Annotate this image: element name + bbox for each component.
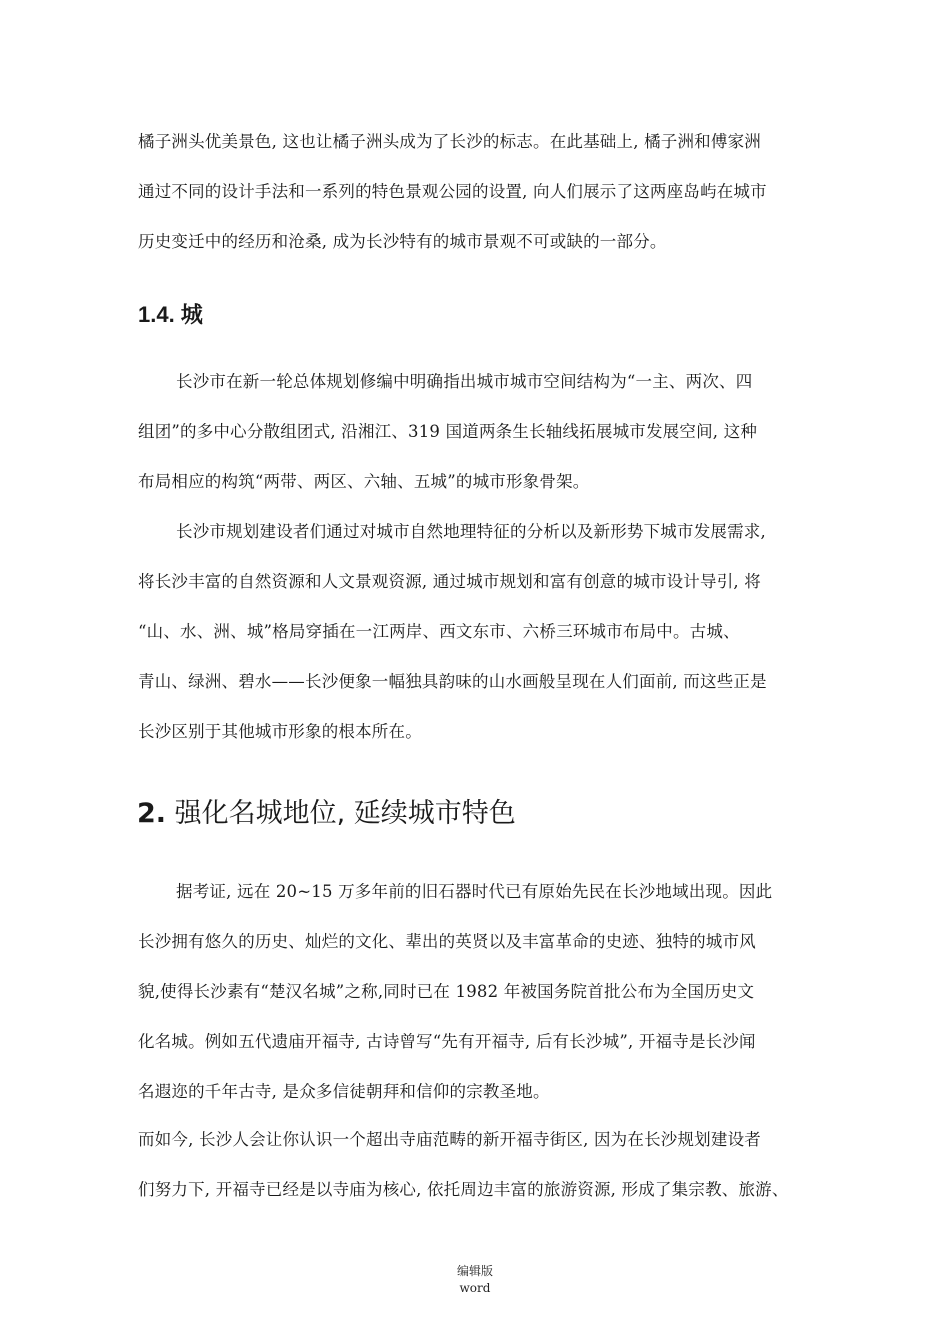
paragraph-line: 将长沙丰富的自然资源和人文景观资源, 通过城市规划和富有创意的城市设计导引, 将 bbox=[138, 572, 761, 591]
paragraph-line: 组团”的多中心分散组团式, 沿湘江、319 国道两条生长轴线拓展城市发展空间, 这种 bbox=[138, 422, 758, 441]
paragraph-line: 貌,使得长沙素有“楚汉名城”之称,同时已在 1982 年被国务院首批公布为全国历史文 bbox=[138, 982, 755, 1001]
paragraph-line: 们努力下, 开福寺已经是以寺庙为核心, 依托周边丰富的旅游资源, 形成了集宗教、旅游、 bbox=[138, 1180, 789, 1199]
section-heading-1-4: 1.4. 城 bbox=[138, 302, 203, 327]
section-heading-number: 2. bbox=[137, 798, 167, 829]
paragraph-line: 长沙区别于其他城市形象的根本所在。 bbox=[138, 722, 422, 741]
paragraph-line: 据考证, 远在 20~15 万多年前的旧石器时代已有原始先民在长沙地域出现。因此 bbox=[176, 882, 773, 901]
footer-sublabel: word bbox=[459, 1281, 491, 1295]
paragraph-line: 青山、绿洲、碧水——长沙便象一幅独具韵味的山水画般呈现在人们面前, 而这些正是 bbox=[138, 672, 767, 691]
paragraph-line: 名遐迩的千年古寺, 是众多信徒朝拜和信仰的宗教圣地。 bbox=[138, 1082, 550, 1101]
section-heading-text: 强化名城地位, 延续城市特色 bbox=[174, 798, 516, 829]
paragraph-line: 布局相应的构筑“两带、两区、六轴、五城”的城市形象骨架。 bbox=[138, 472, 590, 491]
paragraph-line: 长沙拥有悠久的历史、灿烂的文化、辈出的英贤以及丰富革命的史迹、独特的城市风 bbox=[138, 932, 756, 951]
paragraph-line: “山、水、洲、城”格局穿插在一江两岸、西文东市、六桥三环城市布局中。古城、 bbox=[138, 622, 740, 641]
section-heading-2 bbox=[137, 798, 516, 830]
paragraph-line: 化名城。例如五代遗庙开福寺, 古诗曾写“先有开福寺, 后有长沙城”, 开福寺是长沙闻 bbox=[138, 1032, 756, 1051]
paragraph-line: 历史变迁中的经历和沧桑, 成为长沙特有的城市景观不可或缺的一部分。 bbox=[138, 232, 667, 251]
paragraph-line: 长沙市在新一轮总体规划修编中明确指出城市城市空间结构为“一主、两次、四 bbox=[176, 372, 753, 391]
paragraph-line: 橘子洲头优美景色, 这也让橘子洲头成为了长沙的标志。在此基础上, 橘子洲和傅家洲 bbox=[138, 132, 761, 151]
paragraph-line: 长沙市规划建设者们通过对城市自然地理特征的分析以及新形势下城市发展需求, bbox=[176, 522, 766, 541]
footer-label: 编辑版 bbox=[456, 1264, 493, 1278]
paragraph-line: 通过不同的设计手法和一系列的特色景观公园的设置, 向人们展示了这两座岛屿在城市 bbox=[138, 182, 767, 201]
paragraph-line: 而如今, 长沙人会让你认识一个超出寺庙范畴的新开福寺街区, 因为在长沙规划建设者 bbox=[138, 1130, 761, 1149]
